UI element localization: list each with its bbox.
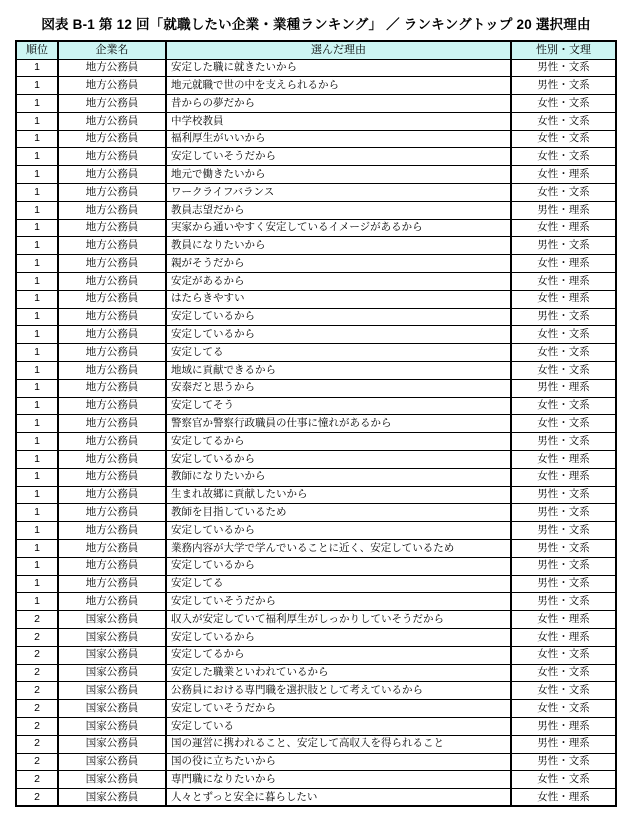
rank-cell: 1 [16,255,58,273]
company-cell: 地方公務員 [58,504,166,522]
attr-cell: 女性・文系 [511,771,616,789]
attr-cell: 女性・理系 [511,451,616,469]
reason-cell: 警察官か警察行政職員の仕事に憧れがあるから [166,415,511,433]
rank-cell: 2 [16,771,58,789]
reason-cell: 親がそうだから [166,255,511,273]
table-row [16,593,616,611]
rank-cell: 1 [16,130,58,148]
company-cell: 地方公務員 [58,593,166,611]
table-row [16,646,616,664]
rank-cell: 1 [16,486,58,504]
attr-cell: 男性・文系 [511,540,616,558]
header-company: 企業名 [58,41,166,59]
rank-cell: 1 [16,504,58,522]
table-row [16,700,616,718]
attr-cell: 男性・文系 [511,77,616,95]
company-cell: 地方公務員 [58,255,166,273]
table-row [16,664,616,682]
company-cell: 地方公務員 [58,557,166,575]
ranking-table [15,40,617,807]
header-rank: 順位 [16,41,58,59]
attr-cell: 女性・文系 [511,682,616,700]
attr-cell: 男性・理系 [511,201,616,219]
company-cell: 地方公務員 [58,112,166,130]
table-row [16,362,616,380]
attr-cell: 女性・理系 [511,273,616,291]
table-header [16,41,616,59]
company-cell: 地方公務員 [58,575,166,593]
attr-cell: 男性・文系 [511,593,616,611]
table-row [16,77,616,95]
table-row [16,237,616,255]
rank-cell: 1 [16,166,58,184]
attr-cell: 女性・文系 [511,646,616,664]
rank-cell: 1 [16,397,58,415]
reason-cell: 人々とずっと安全に暮らしたい [166,789,511,807]
table-row [16,486,616,504]
reason-cell: 安定しているから [166,522,511,540]
reason-cell: 安泰だと思うから [166,379,511,397]
rank-cell: 1 [16,433,58,451]
attr-cell: 女性・文系 [511,664,616,682]
rank-cell: 1 [16,451,58,469]
rank-cell: 2 [16,717,58,735]
company-cell: 国家公務員 [58,771,166,789]
attr-cell: 女性・文系 [511,326,616,344]
table-row [16,290,616,308]
attr-cell: 女性・文系 [511,130,616,148]
company-cell: 国家公務員 [58,664,166,682]
rank-cell: 1 [16,308,58,326]
rank-cell: 2 [16,629,58,647]
rank-cell: 1 [16,540,58,558]
attr-cell: 男性・文系 [511,557,616,575]
company-cell: 国家公務員 [58,646,166,664]
table-row [16,611,616,629]
table-row [16,273,616,291]
company-cell: 地方公務員 [58,237,166,255]
reason-cell: 地元就職で世の中を支えられるから [166,77,511,95]
rank-cell: 1 [16,522,58,540]
company-cell: 地方公務員 [58,415,166,433]
attr-cell: 女性・文系 [511,112,616,130]
header-row [16,41,616,59]
rank-cell: 2 [16,735,58,753]
reason-cell: 安定しているから [166,557,511,575]
company-cell: 国家公務員 [58,611,166,629]
table-row [16,468,616,486]
rank-cell: 2 [16,611,58,629]
table-row [16,95,616,113]
reason-cell: 安定していそうだから [166,148,511,166]
attr-cell: 女性・文系 [511,415,616,433]
reason-cell: 安定していそうだから [166,700,511,718]
attr-cell: 女性・理系 [511,611,616,629]
reason-cell: 安定しているから [166,451,511,469]
reason-cell: 教員になりたいから [166,237,511,255]
table-row [16,59,616,77]
reason-cell: 収入が安定していて福利厚生がしっかりしていそうだから [166,611,511,629]
company-cell: 国家公務員 [58,735,166,753]
rank-cell: 2 [16,646,58,664]
reason-cell: 地元で働きたいから [166,166,511,184]
reason-cell: 国の役に立ちたいから [166,753,511,771]
attr-cell: 男性・文系 [511,237,616,255]
company-cell: 地方公務員 [58,166,166,184]
rank-cell: 1 [16,184,58,202]
company-cell: 地方公務員 [58,344,166,362]
company-cell: 地方公務員 [58,451,166,469]
table-row [16,717,616,735]
table-row [16,184,616,202]
company-cell: 地方公務員 [58,522,166,540]
reason-cell: 国の運営に携われること、安定して高収入を得られること [166,735,511,753]
rank-cell: 1 [16,593,58,611]
attr-cell: 男性・文系 [511,486,616,504]
attr-cell: 女性・文系 [511,362,616,380]
company-cell: 地方公務員 [58,326,166,344]
reason-cell: 福利厚生がいいから [166,130,511,148]
table-row [16,504,616,522]
table-row [16,344,616,362]
attr-cell: 女性・文系 [511,184,616,202]
company-cell: 国家公務員 [58,629,166,647]
company-cell: 地方公務員 [58,486,166,504]
reason-cell: 安定してる [166,344,511,362]
rank-cell: 1 [16,95,58,113]
table-body [16,59,616,806]
attr-cell: 女性・理系 [511,219,616,237]
table-row [16,219,616,237]
rank-cell: 1 [16,326,58,344]
rank-cell: 1 [16,112,58,130]
table-row [16,682,616,700]
table-row [16,575,616,593]
company-cell: 国家公務員 [58,753,166,771]
reason-cell: 地域に貢献できるから [166,362,511,380]
rank-cell: 2 [16,682,58,700]
table-row [16,629,616,647]
company-cell: 国家公務員 [58,682,166,700]
header-reason: 選んだ理由 [166,41,511,59]
attr-cell: 男性・文系 [511,504,616,522]
attr-cell: 女性・理系 [511,166,616,184]
page-title: 図表 B-1 第 12 回「就職したい企業・業種ランキング」 ／ ランキングトップ 20 選択理由 [41,17,591,32]
table-row [16,522,616,540]
table-row [16,326,616,344]
reason-cell: 安定した職業といわれているから [166,664,511,682]
company-cell: 地方公務員 [58,184,166,202]
reason-cell: 実家から通いやすく安定しているイメージがあるから [166,219,511,237]
rank-cell: 1 [16,415,58,433]
rank-cell: 1 [16,379,58,397]
rank-cell: 1 [16,59,58,77]
rank-cell: 1 [16,201,58,219]
reason-cell: 教師になりたいから [166,468,511,486]
attr-cell: 男性・文系 [511,522,616,540]
rank-cell: 1 [16,344,58,362]
table-row [16,379,616,397]
reason-cell: 安定してそう [166,397,511,415]
rank-cell: 1 [16,148,58,166]
reason-cell: 昔からの夢だから [166,95,511,113]
attr-cell: 男性・文系 [511,433,616,451]
reason-cell: 業務内容が大学で学んでいることに近く、安定しているため [166,540,511,558]
rank-cell: 2 [16,700,58,718]
table-row [16,112,616,130]
attr-cell: 女性・文系 [511,397,616,415]
table-row [16,130,616,148]
attr-cell: 男性・理系 [511,379,616,397]
company-cell: 地方公務員 [58,308,166,326]
attr-cell: 男性・理系 [511,735,616,753]
company-cell: 地方公務員 [58,273,166,291]
company-cell: 国家公務員 [58,700,166,718]
attr-cell: 女性・文系 [511,344,616,362]
reason-cell: 教員志望だから [166,201,511,219]
company-cell: 地方公務員 [58,219,166,237]
company-cell: 地方公務員 [58,130,166,148]
table-row [16,433,616,451]
company-cell: 地方公務員 [58,59,166,77]
rank-cell: 1 [16,290,58,308]
attr-cell: 男性・文系 [511,753,616,771]
attr-cell: 女性・理系 [511,629,616,647]
reason-cell: 安定してるから [166,646,511,664]
company-cell: 地方公務員 [58,468,166,486]
table-row [16,557,616,575]
rank-cell: 1 [16,575,58,593]
rank-cell: 2 [16,753,58,771]
attr-cell: 女性・理系 [511,290,616,308]
attr-cell: 女性・理系 [511,255,616,273]
reason-cell: 安定した職に就きたいから [166,59,511,77]
attr-cell: 女性・文系 [511,700,616,718]
reason-cell: 安定していそうだから [166,593,511,611]
rank-cell: 1 [16,237,58,255]
table-row [16,397,616,415]
company-cell: 国家公務員 [58,717,166,735]
reason-cell: ワークライフバランス [166,184,511,202]
reason-cell: 安定している [166,717,511,735]
rank-cell: 2 [16,664,58,682]
attr-cell: 男性・文系 [511,59,616,77]
reason-cell: 公務員における専門職を選択肢として考えているから [166,682,511,700]
rank-cell: 1 [16,362,58,380]
company-cell: 地方公務員 [58,77,166,95]
table-row [16,308,616,326]
reason-cell: 安定しているから [166,326,511,344]
table-row [16,451,616,469]
header-attr: 性別・文理 [511,41,616,59]
attr-cell: 女性・文系 [511,95,616,113]
company-cell: 地方公務員 [58,362,166,380]
rank-cell: 1 [16,219,58,237]
company-cell: 国家公務員 [58,789,166,807]
company-cell: 地方公務員 [58,290,166,308]
rank-cell: 1 [16,468,58,486]
rank-cell: 1 [16,273,58,291]
company-cell: 地方公務員 [58,148,166,166]
table-row [16,148,616,166]
table-row [16,753,616,771]
reason-cell: 安定してる [166,575,511,593]
reason-cell: 教師を目指しているため [166,504,511,522]
reason-cell: 専門職になりたいから [166,771,511,789]
reason-cell: 安定してるから [166,433,511,451]
company-cell: 地方公務員 [58,95,166,113]
company-cell: 地方公務員 [58,397,166,415]
table-row [16,166,616,184]
reason-cell: はたらきやすい [166,290,511,308]
company-cell: 地方公務員 [58,201,166,219]
table-row [16,789,616,807]
company-cell: 地方公務員 [58,379,166,397]
reason-cell: 安定があるから [166,273,511,291]
attr-cell: 男性・理系 [511,717,616,735]
attr-cell: 男性・文系 [511,575,616,593]
table-row [16,540,616,558]
attr-cell: 女性・理系 [511,468,616,486]
company-cell: 地方公務員 [58,433,166,451]
reason-cell: 安定しているから [166,308,511,326]
reason-cell: 安定しているから [166,629,511,647]
table-row [16,415,616,433]
reason-cell: 中学校教員 [166,112,511,130]
attr-cell: 女性・文系 [511,148,616,166]
company-cell: 地方公務員 [58,540,166,558]
attr-cell: 男性・文系 [511,308,616,326]
rank-cell: 2 [16,789,58,807]
rank-cell: 1 [16,557,58,575]
reason-cell: 生まれ故郷に貢献したいから [166,486,511,504]
table-row [16,771,616,789]
table-row [16,201,616,219]
rank-cell: 1 [16,77,58,95]
table-row [16,255,616,273]
attr-cell: 女性・理系 [511,789,616,807]
table-row [16,735,616,753]
